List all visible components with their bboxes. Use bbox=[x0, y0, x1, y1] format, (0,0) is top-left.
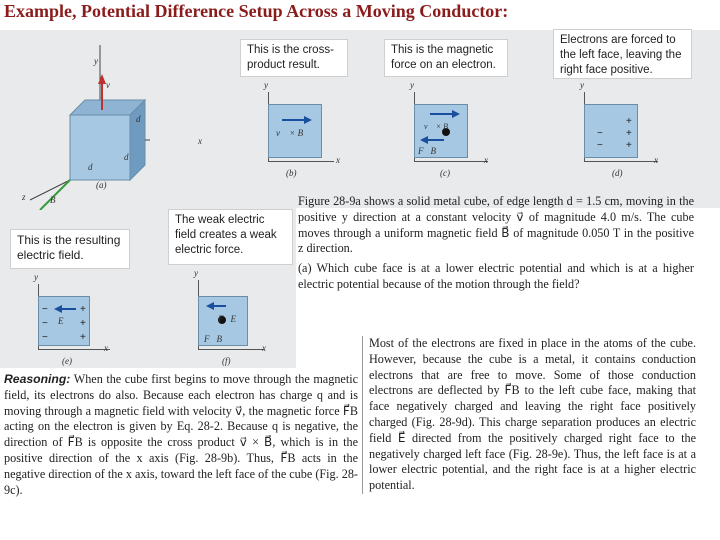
axis-label-x-f: x bbox=[262, 343, 266, 353]
minus-sign-d2: − bbox=[597, 140, 603, 151]
slide-title: Example, Potential Difference Setup Across a Moving Conductor: bbox=[4, 1, 509, 21]
length-label-d1: d bbox=[136, 114, 141, 124]
callout-weak-field: The weak electric field creates a weak electric force. bbox=[168, 209, 293, 265]
axis-label-y-d: y bbox=[580, 80, 584, 90]
explanation-text: Most of the electrons are fixed in place in the atoms of the cube. However, because the cube is a metal, it contains conduction electrons that are free to move. Some of those conduction electrons are deflected by F⃗B to the left cube face, making that face negatively charged and leaving the right face positively charged (Fig. 28-9d). This charge separation produces an electric field E⃗ directed from the positively charged right face to the negatively charged left face (Fig. 28-9e). Thus, the left face is at a lower electric potential, and the right face is at a higher electric potential. bbox=[369, 336, 696, 493]
axis-label-y-c: y bbox=[410, 80, 414, 90]
plus-sign-e2: + bbox=[80, 318, 86, 329]
figure-label-a: (a) bbox=[96, 180, 107, 190]
label-FB-c: F⃗B bbox=[418, 146, 436, 156]
axis-label-y-a: y bbox=[94, 56, 98, 66]
length-label-d3: d bbox=[88, 162, 93, 172]
axis-label-x-e: x bbox=[104, 343, 108, 353]
axis-label-y-b: y bbox=[264, 80, 268, 90]
vector-label-B-a: B⃗ bbox=[50, 195, 63, 205]
problem-statement bbox=[298, 194, 694, 293]
reasoning-block bbox=[4, 372, 358, 498]
minus-sign-e1: − bbox=[42, 304, 48, 315]
vector-label-v-a: v⃗ bbox=[106, 80, 117, 90]
axis-label-y-f: y bbox=[194, 268, 198, 278]
axis-label-x-c: x bbox=[484, 155, 488, 165]
reasoning-text: When the cube first begins to move through the magnetic field, its electrons do also. Because each electron has charge q and is moving through a magnetic field with velocity v⃗, the magnetic force F⃗B acting on the electron is given by Eq. 28-2. Because q is negative, the direction of F⃗B is opposite the cross product v⃗ × B⃗, which is in the positive direction of the x axis (Fig. 28-9b). Thus, F⃗B acts in the negative direction of the x axis, toward the left face of the cube (Fig. 28-9c). bbox=[4, 372, 358, 497]
axis-label-x-a: x bbox=[198, 136, 202, 146]
plus-sign-e3: + bbox=[80, 332, 86, 343]
figure-a bbox=[10, 40, 150, 210]
plus-sign-e1: + bbox=[80, 304, 86, 315]
minus-sign-e3: − bbox=[42, 332, 48, 343]
label-vxB-c: v⃗ × B⃗ bbox=[424, 122, 455, 131]
reasoning-label: Reasoning: bbox=[4, 372, 71, 386]
minus-sign-d1: − bbox=[597, 128, 603, 139]
axis-label-z-a: z bbox=[22, 192, 26, 202]
callout-resulting-field: This is the resulting electric field. bbox=[10, 229, 130, 269]
figure-label-e: (e) bbox=[62, 356, 72, 366]
label-E-e: E⃗ bbox=[58, 316, 71, 326]
problem-text: Figure 28-9a shows a solid metal cube, of edge length d = 1.5 cm, moving in the positive y direction at a constant velocity v⃗ of magnitude 4.0 m/s. The cube moves through a uniform magnetic field B⃗ of magnitude 0.050 T in the positive z direction. bbox=[298, 194, 694, 256]
arrow-vxB bbox=[280, 114, 314, 126]
figure-label-b: (b) bbox=[286, 168, 297, 178]
plus-sign-d3: + bbox=[626, 140, 632, 151]
label-vxB-b: v⃗ × B⃗ bbox=[276, 128, 311, 138]
cube-diagram bbox=[10, 40, 150, 210]
explanation-block bbox=[362, 336, 696, 494]
plus-sign-d2: + bbox=[626, 128, 632, 139]
label-FE-f: F⃗E bbox=[218, 314, 236, 324]
callout-magnetic-force: This is the magnetic force on an electron. bbox=[384, 39, 508, 77]
length-label-d2: d bbox=[124, 152, 129, 162]
figure-label-c: (c) bbox=[440, 168, 450, 178]
figure-label-f: (f) bbox=[222, 356, 231, 366]
minus-sign-e2: − bbox=[42, 318, 48, 329]
axis-label-x-d: x bbox=[654, 155, 658, 165]
callout-cross-product: This is the cross-product result. bbox=[240, 39, 348, 77]
arrow-E-field bbox=[52, 304, 78, 314]
axis-label-y-e: y bbox=[34, 272, 38, 282]
figure-label-d: (d) bbox=[612, 168, 623, 178]
problem-question: (a) Which cube face is at a lower electric potential and which is at a higher electric potential because of the motion through the field? bbox=[298, 261, 694, 291]
callout-electrons-forced: Electrons are forced to the left face, leaving the right face positive. bbox=[553, 29, 692, 79]
label-FB-f: F⃗B bbox=[204, 334, 222, 344]
axis-label-x-b: x bbox=[336, 155, 340, 165]
plus-sign-d1: + bbox=[626, 116, 632, 127]
